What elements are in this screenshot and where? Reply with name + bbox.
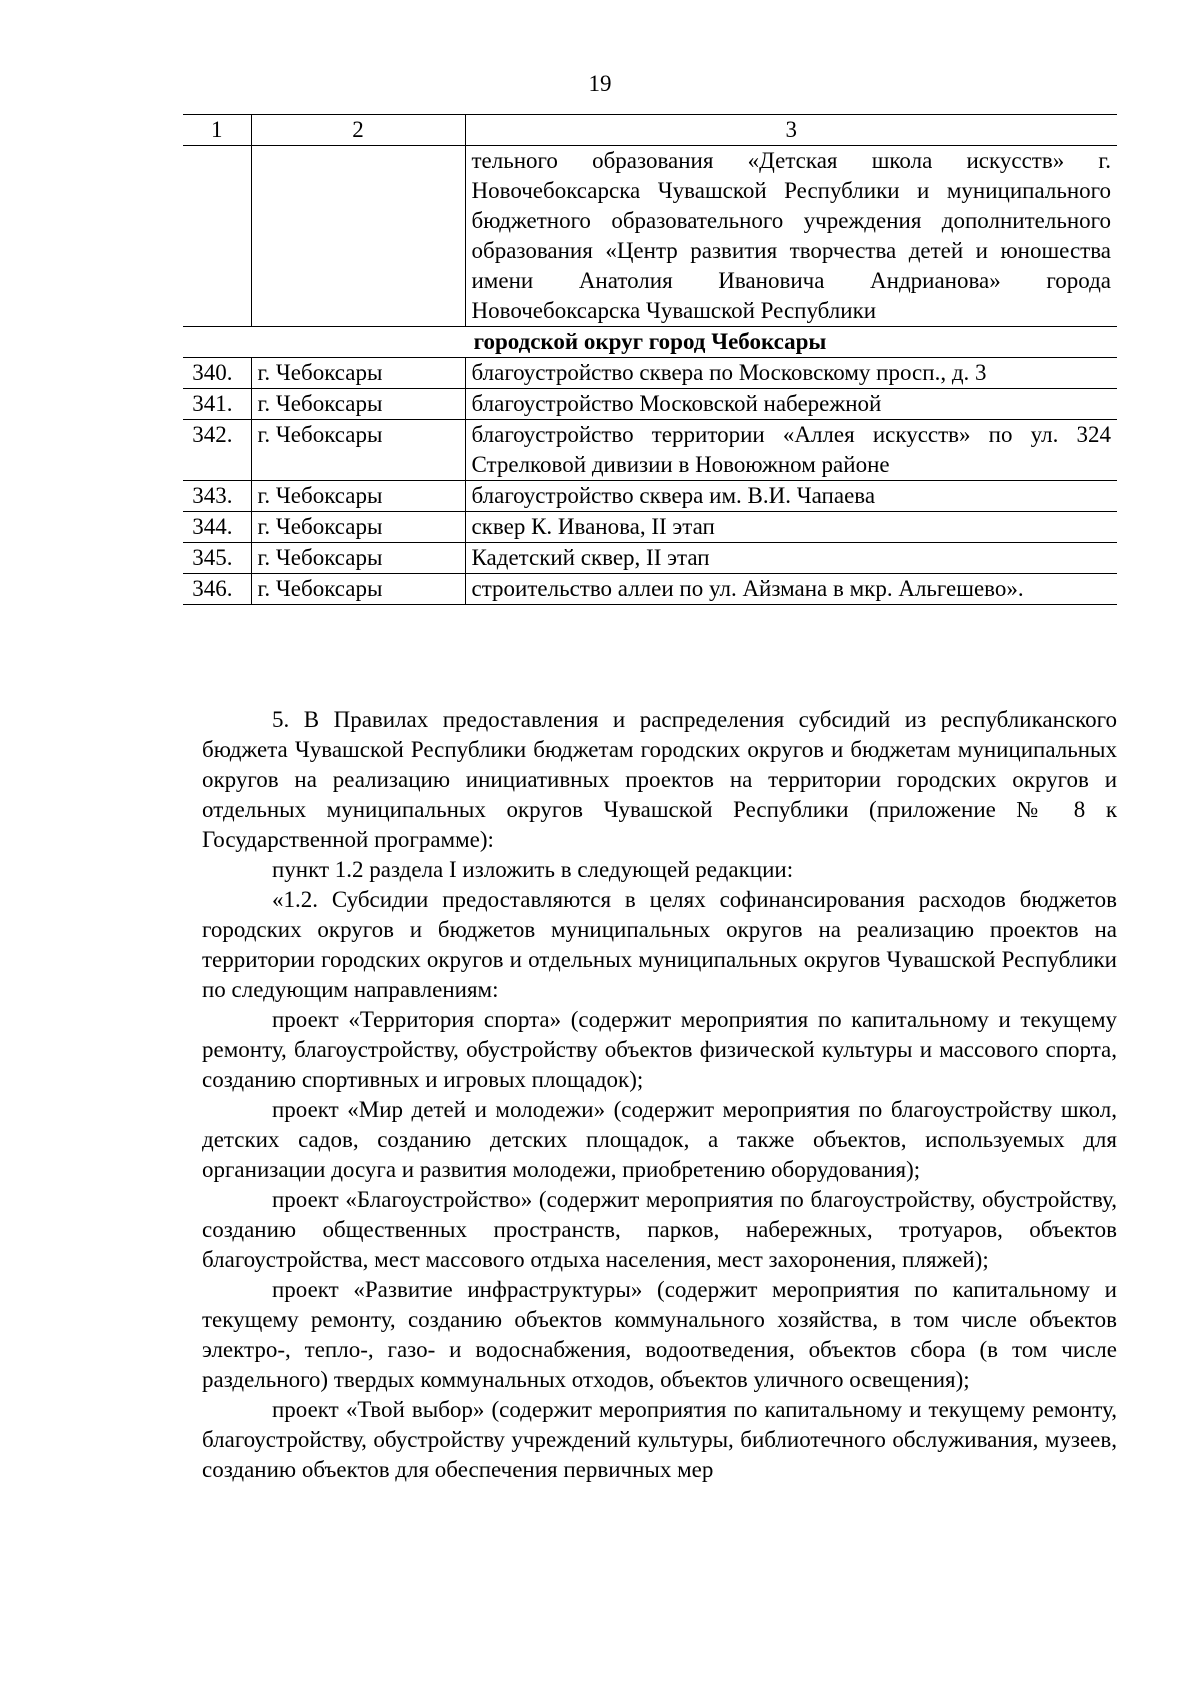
body-text bbox=[202, 705, 1117, 1485]
row-number: 343. bbox=[183, 481, 251, 512]
table-row bbox=[183, 420, 1117, 481]
paragraph: проект «Развитие инфраструктуры» (содержит мероприятия по капитальному и текущему ремонту, созданию объектов коммунального хозяйства, в том числе объектов электро-, тепло-, газо- и водоснабжения, водоотведения, объектов сбора (в том числе раздельного) твердых коммунальных отходов, объектов уличного освещения); bbox=[202, 1277, 1117, 1392]
continuation-cell: тельного образования «Детская школа искусств» г. Новочебоксарска Чувашской Республики и муниципального бюджетного образовательного учреждения дополнительного образования «Центр развития творчества детей и юношества имени Анатолия Ивановича Андрианова» города Новочебоксарска Чувашской Республики bbox=[465, 146, 1117, 327]
row-place: г. Чебоксары bbox=[251, 481, 465, 512]
row-number: 345. bbox=[183, 543, 251, 574]
row-place: г. Чебоксары bbox=[251, 512, 465, 543]
row-number: 342. bbox=[183, 420, 251, 481]
table-row bbox=[183, 481, 1117, 512]
row-project: благоустройство сквера им. В.И. Чапаева bbox=[465, 481, 1117, 512]
row-number: 341. bbox=[183, 389, 251, 420]
projects-table bbox=[183, 114, 1117, 605]
row-place: г. Чебоксары bbox=[251, 389, 465, 420]
row-number: 340. bbox=[183, 358, 251, 389]
row-project: благоустройство Московской набережной bbox=[465, 389, 1117, 420]
row-number: 344. bbox=[183, 512, 251, 543]
paragraph: 5. В Правилах предоставления и распределения субсидий из республиканского бюджета Чувашской Республики бюджетам городских округов и бюджетам муниципальных округов на реализацию инициативных проектов на территории городских округов и отдельных муниципальных округов Чувашской Республики (приложение № 8 к Государственной программе): bbox=[202, 707, 1117, 852]
row-project: сквер К. Иванова, II этап bbox=[465, 512, 1117, 543]
row-project: строительство аллеи по ул. Айзмана в мкр. Альгешево». bbox=[465, 574, 1117, 605]
column-header: 1 bbox=[183, 115, 251, 146]
row-place: г. Чебоксары bbox=[251, 574, 465, 605]
page-number: 19 bbox=[588, 71, 612, 96]
table-row bbox=[183, 543, 1117, 574]
table-row bbox=[183, 574, 1117, 605]
section-title: городской округ город Чебоксары bbox=[473, 329, 827, 354]
table-row bbox=[183, 358, 1117, 389]
paragraph: проект «Благоустройство» (содержит мероприятия по благоустройству, обустройству, созданию общественных пространств, парков, набережных, тротуаров, объектов благоустройства, мест массового отдыха населения, мест захоронения, пляжей); bbox=[202, 1187, 1117, 1272]
table-header-row bbox=[183, 115, 1117, 146]
row-number: 346. bbox=[183, 574, 251, 605]
row-project: Кадетский сквер, II этап bbox=[465, 543, 1117, 574]
table-row bbox=[183, 512, 1117, 543]
row-project: благоустройство сквера по Московскому просп., д. 3 bbox=[465, 358, 1117, 389]
column-header: 3 bbox=[465, 115, 1117, 146]
paragraph: проект «Мир детей и молодежи» (содержит мероприятия по благоустройству школ, детских садов, созданию детских площадок, а также объектов, используемых для организации досуга и развития молодежи, приобретению оборудования); bbox=[202, 1097, 1117, 1182]
row-place: г. Чебоксары bbox=[251, 358, 465, 389]
section-row bbox=[183, 327, 1117, 358]
paragraph: «1.2. Субсидии предоставляются в целях софинансирования расходов бюджетов городских округов и бюджетов муниципальных округов на реализацию проектов на территории городских округов и отдельных муниципальных округов Чувашской Республики по следующим направлениям: bbox=[202, 887, 1117, 1002]
table-row bbox=[183, 146, 1117, 327]
column-header: 2 bbox=[251, 115, 465, 146]
paragraph: пункт 1.2 раздела I изложить в следующей редакции: bbox=[272, 857, 794, 882]
row-project: благоустройство территории «Аллея искусств» по ул. 324 Стрелковой дивизии в Новоюжном районе bbox=[465, 420, 1117, 481]
table-row bbox=[183, 389, 1117, 420]
row-place: г. Чебоксары bbox=[251, 420, 465, 481]
paragraph: проект «Твой выбор» (содержит мероприятия по капитальному и текущему ремонту, благоустройству, обустройству учреждений культуры, библиотечного обслуживания, музеев, созданию объектов для обеспечения первичных мер bbox=[202, 1397, 1117, 1482]
row-place: г. Чебоксары bbox=[251, 543, 465, 574]
paragraph: проект «Территория спорта» (содержит мероприятия по капитальному и текущему ремонту, благоустройству, обустройству объектов физической культуры и массового спорта, созданию спортивных и игровых площадок); bbox=[202, 1007, 1117, 1092]
